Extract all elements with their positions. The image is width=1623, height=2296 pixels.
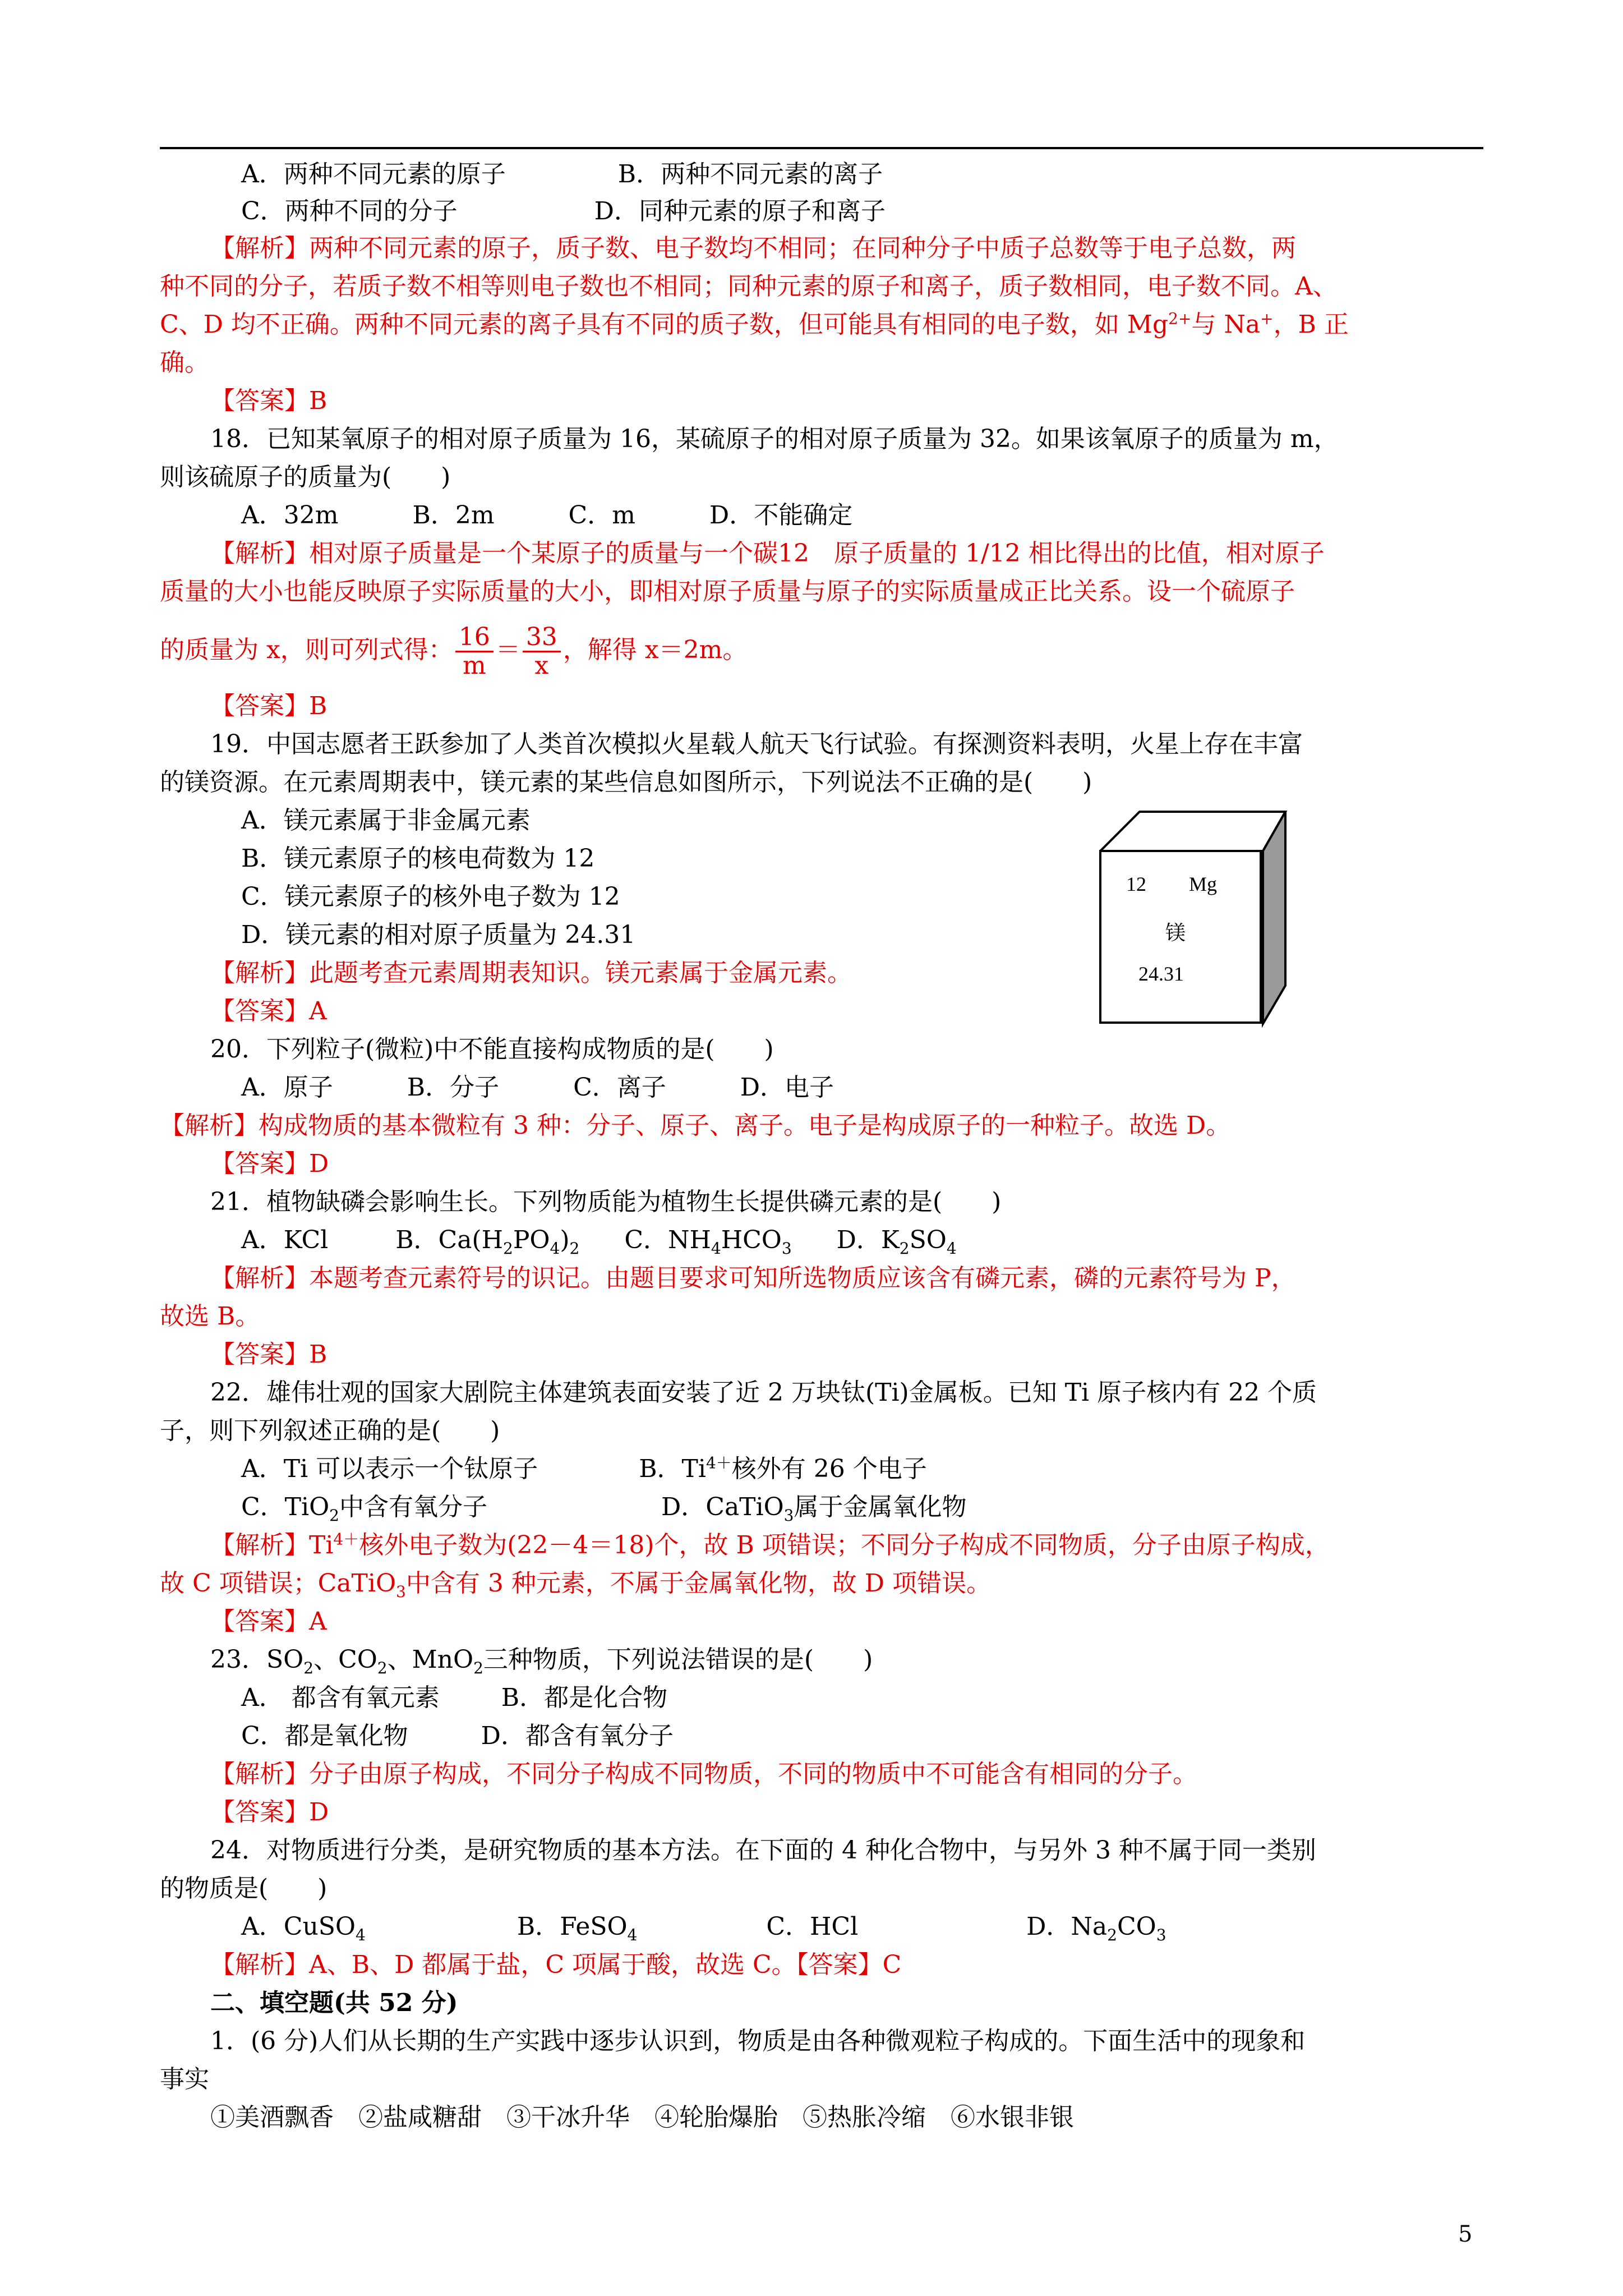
- fraction-denominator: x: [534, 651, 549, 680]
- q17-option-b: B．两种不同元素的离子: [617, 160, 883, 188]
- analysis-text: 故 C 项错误；CaTiO: [160, 1569, 396, 1598]
- q18-stem-line-1: 18．已知某氧原子的相对原子质量为 16，某硫原子的相对原子质量为 32。如果该氧原子的质量为 m，: [210, 425, 1339, 453]
- q22-option-d: [661, 1493, 967, 1525]
- q23-option-c: C．都是氧化物: [241, 1722, 408, 1750]
- q17-mg-charge: 2+: [1168, 309, 1192, 328]
- q22-stem-line-2: 子，则下列叙述正确的是( ): [160, 1416, 500, 1445]
- formula-part: 属于金属氧化物: [794, 1493, 967, 1521]
- subscript: 4: [711, 1239, 721, 1258]
- q21-answer: 【答案】B: [210, 1340, 328, 1369]
- q23-answer: 【答案】D: [210, 1798, 329, 1826]
- q18-stem-line-2: 则该硫原子的质量为( ): [160, 463, 451, 491]
- q18-analysis-line-2: 质量的大小也能反映原子实际质量的大小，即相对原子质量与原子的实际质量成正比关系。设一个硫原子: [160, 577, 1295, 606]
- formula-part: B．FeSO: [517, 1912, 628, 1941]
- formula-part: 核外有 26 个电子: [731, 1455, 927, 1483]
- q17-option-d: D．同种元素的原子和离子: [594, 197, 886, 226]
- subscript: 2: [377, 1658, 388, 1677]
- q18-analysis-line-1: 【解析】相对原子质量是一个某原子的质量与一个碳12 原子质量的 1/12 相比得出的比值，相对原子: [210, 539, 1325, 568]
- subscript: 2: [569, 1239, 580, 1258]
- subscript: 3: [1156, 1925, 1166, 1944]
- q23-option-d: D．都含有氧分子: [481, 1722, 674, 1750]
- formula-part: C．TiO: [241, 1493, 330, 1521]
- subscript: 2: [1107, 1925, 1117, 1944]
- subscript: 4: [627, 1925, 638, 1944]
- q21-option-b: [395, 1226, 580, 1258]
- q21-analysis-line-2: 故选 B。: [160, 1302, 260, 1331]
- q18-fraction-2: [523, 624, 561, 679]
- q24-analysis: 【解析】A、B、D 都属于盐，C 项属于酸，故选 C。【答案】C: [210, 1950, 902, 1979]
- section-2-title: 二、填空题(共 52 分): [210, 1989, 458, 2017]
- formula-part: D．CaTiO: [661, 1493, 784, 1521]
- q22-answer: 【答案】A: [210, 1607, 327, 1636]
- fill-q1-items: ①美酒飘香 ②盐咸糖甜 ③干冰升华 ④轮胎爆胎 ⑤热胀冷缩 ⑥水银非银: [210, 2103, 1074, 2132]
- q19-option-b: B．镁元素原子的核电荷数为 12: [241, 844, 595, 873]
- q21-option-c: [624, 1226, 792, 1258]
- q17-analysis-text-2: 与 Na: [1191, 310, 1261, 339]
- subscript: 4: [550, 1239, 560, 1258]
- formula-part: B．Ca(H: [395, 1226, 503, 1254]
- q17-analysis-line-4: 确。: [160, 348, 209, 377]
- q22-analysis-line-2: [160, 1565, 1483, 1602]
- q21-analysis-line-1: 【解析】本题考查元素符号的识记。由题目要求可知所选物质应该含有磷元素，磷的元素符号为 P，: [210, 1264, 1296, 1292]
- formula-part: A．CuSO: [241, 1912, 356, 1941]
- q17-options-row-2: [241, 193, 1565, 230]
- atomic-number: 12: [1126, 873, 1146, 895]
- analysis-text: 中含有 3 种元素，不属于金属氧化物，故 D 项错误。: [405, 1569, 992, 1598]
- q18-options: A．32m B．2m C．m D．不能确定: [241, 501, 853, 530]
- q20-stem: 20．下列粒子(微粒)中不能直接构成物质的是( ): [210, 1035, 774, 1064]
- q20-answer: 【答案】D: [210, 1149, 329, 1178]
- formula-part: D．K: [836, 1226, 900, 1254]
- stem-text: 三种物质，下列说法错误的是( ): [483, 1645, 873, 1674]
- q19-option-a: A．镁元素属于非金属元素: [241, 806, 531, 835]
- superscript: 4＋: [706, 1453, 732, 1473]
- q17-na-charge: +: [1260, 309, 1274, 328]
- q17-analysis-text: C、D 均不正确。两种不同元素的离子具有不同的质子数，但可能具有相同的电子数，如 Mg: [160, 310, 1169, 339]
- subscript: 2: [502, 1239, 513, 1258]
- q17-analysis-line-3: [160, 306, 1483, 343]
- q17-option-c: C．两种不同的分子: [241, 197, 458, 226]
- fraction-numerator: 16: [455, 624, 494, 652]
- q17-answer: 【答案】B: [210, 386, 328, 415]
- formula-part: 、CO: [313, 1645, 377, 1674]
- superscript: 4＋: [333, 1530, 359, 1549]
- q22-option-b: [639, 1455, 927, 1483]
- formula-part: PO: [513, 1226, 550, 1254]
- atomic-mass: 24.31: [1138, 963, 1184, 985]
- subscript: 2: [329, 1506, 339, 1525]
- fraction-numerator: 33: [523, 624, 561, 652]
- q17-analysis-line-1: 【解析】两种不同元素的原子，质子数、电子数均不相同；在同种分子中质子总数等于电子总数，两: [210, 234, 1296, 263]
- fill-q1-stem-line-1: 1．(6 分)人们从长期的生产实践中逐步认识到，物质是由各种微观粒子构成的。下面生活中的现象和: [210, 2027, 1306, 2055]
- subscript: 2: [303, 1658, 314, 1677]
- q22-option-c: [241, 1493, 487, 1525]
- subscript: 2: [899, 1239, 910, 1258]
- subscript: 3: [783, 1506, 794, 1525]
- q23-options-row-1: [241, 1680, 1565, 1717]
- formula-part: SO: [909, 1226, 947, 1254]
- q24-stem-line-2: 的物质是( ): [160, 1874, 328, 1903]
- q17-analysis-line-2: 种不同的分子，若质子数不相等则电子数也不相同；同种元素的原子和离子，质子数相同，电子数不同。A、: [160, 272, 1338, 301]
- q19-option-c: C．镁元素原子的核外电子数为 12: [241, 882, 620, 911]
- formula-part: D．Na: [1026, 1912, 1108, 1941]
- q21-option-a: A．KCl: [241, 1226, 329, 1254]
- fraction-denominator: m: [462, 651, 486, 680]
- formula-part: C．NH: [624, 1226, 711, 1254]
- subscript: 4: [356, 1925, 366, 1944]
- q23-options-row-2: [241, 1718, 1565, 1755]
- subscript: 2: [473, 1658, 483, 1677]
- q24-option-a: [241, 1912, 366, 1944]
- q24-options: [241, 1908, 1565, 1945]
- equals-sign: ＝: [495, 636, 520, 664]
- q18-answer: 【答案】B: [210, 692, 328, 720]
- analysis-text: 【解析】Ti: [210, 1531, 334, 1559]
- q22-options-row-1: [241, 1451, 1565, 1488]
- q22-stem-line-1: 22．雄伟壮观的国家大剧院主体建筑表面安装了近 2 万块钛(Ti)金属板。已知 Ti 原子核内有 22 个质: [210, 1378, 1317, 1407]
- formula-part: CO: [1117, 1912, 1156, 1941]
- q18-analysis-text: 的质量为 x，则可列式得：: [160, 636, 453, 664]
- q22-option-a: A．Ti 可以表示一个钛原子: [241, 1455, 538, 1483]
- q18-analysis-text-2: ，解得 x＝2m。: [562, 636, 748, 664]
- q24-option-d: [1026, 1912, 1166, 1944]
- page-number: 5: [1458, 2221, 1473, 2247]
- q18-analysis-line-3: [160, 624, 1483, 679]
- q19-analysis: 【解析】此题考查元素周期表知识。镁元素属于金属元素。: [210, 959, 852, 987]
- q20-analysis: 【解析】构成物质的基本微粒有 3 种：分子、原子、离子。电子是构成原子的一种粒子。故选 D。: [160, 1111, 1231, 1140]
- q23-analysis: 【解析】分子由原子构成，不同分子构成不同物质，不同的物质中不可能含有相同的分子。: [210, 1760, 1197, 1788]
- formula-part: 23．SO: [210, 1645, 304, 1674]
- element-symbol: Mg: [1189, 873, 1218, 895]
- formula-part: B．Ti: [639, 1455, 706, 1483]
- q21-option-d: [836, 1226, 957, 1258]
- q18-fraction-1: [455, 624, 494, 679]
- q19-answer: 【答案】A: [210, 997, 327, 1025]
- q20-options: A．原子 B．分子 C．离子 D．电子: [241, 1073, 834, 1102]
- q23-option-a: A． 都含有氧元素: [241, 1683, 440, 1712]
- q24-stem-line-1: 24．对物质进行分类，是研究物质的基本方法。在下面的 4 种化合物中，与另外 3 种不属于同一类别: [210, 1836, 1316, 1865]
- formula-part: ): [560, 1226, 570, 1254]
- subscript: 4: [946, 1239, 957, 1258]
- subscript: 3: [781, 1239, 792, 1258]
- q19-stem-line-1: 19．中国志愿者王跃参加了人类首次模拟火星载人航天飞行试验。有探测资料表明，火星上存在丰富: [210, 730, 1303, 758]
- formula-part: 、MnO: [387, 1645, 474, 1674]
- q19-stem-line-2: 的镁资源。在元素周期表中，镁元素的某些信息如图所示，下列说法不正确的是( ): [160, 768, 1092, 797]
- q23-option-b: B．都是化合物: [501, 1683, 668, 1712]
- element-name: 镁: [1165, 922, 1186, 945]
- analysis-text: 核外电子数为(22－4＝18)个，故 B 项错误；不同分子构成不同物质，分子由原子构成，: [359, 1531, 1330, 1559]
- q21-stem: 21．植物缺磷会影响生长。下列物质能为植物生长提供磷元素的是( ): [210, 1188, 1002, 1216]
- q17-options-row-1: [241, 156, 1565, 193]
- q24-option-c: C．HCl: [766, 1912, 859, 1941]
- q17-analysis-text-3: ，B 正: [1273, 310, 1349, 339]
- q22-options-row-2: [241, 1489, 1565, 1526]
- formula-part: 中含有氧分子: [339, 1493, 487, 1521]
- formula-part: HCO: [721, 1226, 782, 1254]
- fill-q1-stem-line-2: 事实: [160, 2065, 209, 2093]
- q21-options: [241, 1222, 1565, 1259]
- subscript: 3: [396, 1582, 406, 1601]
- q17-option-a: A．两种不同元素的原子: [241, 160, 506, 188]
- q22-analysis-line-1: [210, 1527, 1534, 1564]
- q23-stem: [210, 1641, 1534, 1678]
- q19-option-d: D．镁元素的相对原子质量为 24.31: [241, 921, 636, 949]
- q24-option-b: [517, 1912, 638, 1944]
